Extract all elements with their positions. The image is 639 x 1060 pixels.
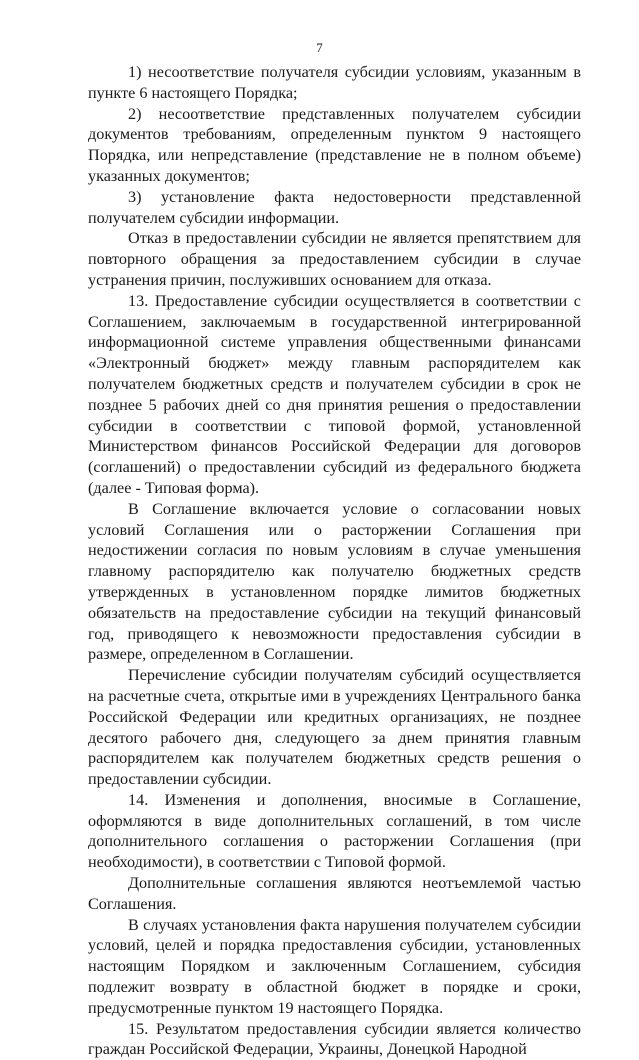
paragraph-13-agreement: 13. Предоставление субсидии осуществляется в соответствии с Соглашением, заключаемым в государственной интегрированной информационной системе управления общественными финансами «Электронный бюджет» между главным распорядителем как получателем бюджетных средств и получателем субсидии в срок не позднее 5 рабочих дней со дня принятия решения о предоставлении субсидии в соответствии с типовой формой, установленной Министерством финансов Российской Федерации для договоров (соглашений) о предоставлении субсидий из федерального бюджета (далее - Типовая форма). <box>88 291 581 497</box>
paragraph-refusal-not-obstacle: Отказ в предоставлении субсидии не является препятствием для повторного обращения за предоставлением субсидии в случае устранения причин, послуживших основанием для отказа. <box>88 229 581 289</box>
page-number: 7 <box>316 40 323 55</box>
paragraph-15-result: 15. Результатом предоставления субсидии является количество граждан Российской Федерации, Украины, Донецкой Народной <box>88 1019 581 1059</box>
paragraph-subsidy-transfer: Перечисление субсидии получателям субсидий осуществляется на расчетные счета, открытые ими в учреждениях Центрального банка Российской Федерации или кредитных организациях, не позднее десятого рабочего дня, следующего за днем принятия главным распорядителем как получателем бюджетных средств решения о предоставлении субсидии. <box>88 666 581 789</box>
paragraph-additional-agreements: Дополнительные соглашения являются неотъемлемой частью Соглашения. <box>88 874 581 913</box>
paragraph-agreement-conditions: В Соглашение включается условие о согласовании новых условий Соглашения или о расторжении Соглашения при недостижении согласия по новым условиям в случае уменьшения главному распорядителю как получателю бюджетных средств утвержденных в установленном порядке лимитов бюджетных обязательств на предоставление субсидии на текущий финансовый год, приводящего к невозможности предоставления субсидии в размере, определенном в Соглашении. <box>88 499 581 664</box>
document-body <box>88 62 581 1060</box>
paragraph-14-amendments: 14. Изменения и дополнения, вносимые в Соглашение, оформляются в виде дополнительных соглашений, в том числе дополнительного соглашения о расторжении Соглашения (при необходимости), в соответствии с Типовой формой. <box>88 790 581 872</box>
paragraph-violation-return: В случаях установления факта нарушения получателем субсидии условий, целей и порядка предоставления субсидии, установленных настоящим Порядком и заключенным Соглашением, субсидия подлежит возврату в областной бюджет в порядке и сроки, предусмотренные пунктом 19 настоящего Порядка. <box>88 915 581 1017</box>
paragraph-item-2-documents: 2) несоответствие представленных получателем субсидии документов требованиям, определенным пунктом 9 настоящего Порядка, или непредставление (представление не в полном объеме) указанных документов; <box>88 104 581 185</box>
paragraph-item-1-noncompliance: 1) несоответствие получателя субсидии условиям, указанным в пункте 6 настоящего Порядка; <box>88 63 581 102</box>
paragraph-item-3-false-information: 3) установление факта недостоверности представленной получателем субсидии информации. <box>88 187 581 227</box>
